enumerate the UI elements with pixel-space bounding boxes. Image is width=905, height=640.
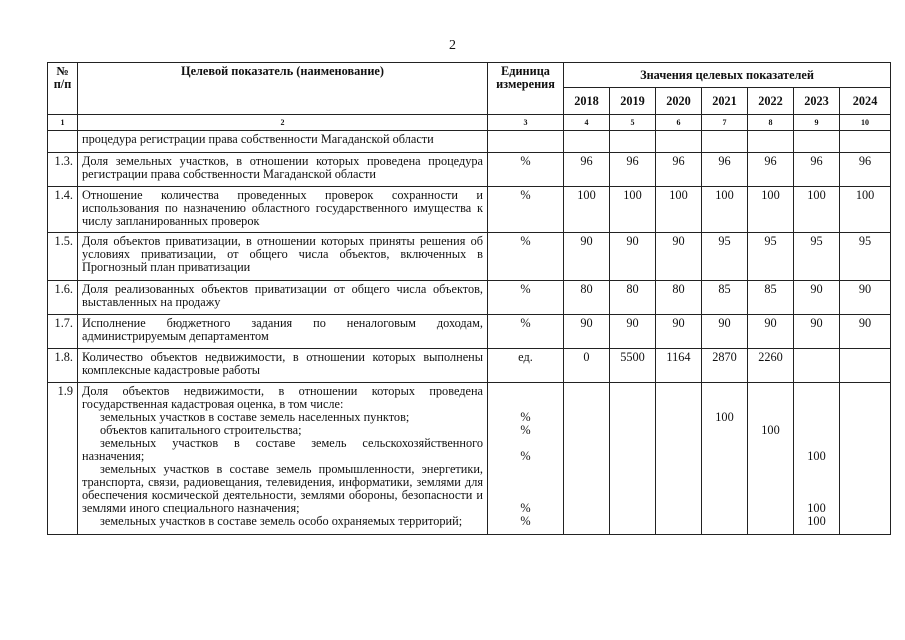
value-cell: 95 <box>702 233 748 281</box>
value-cell <box>748 131 794 153</box>
index-cell: 4 <box>564 115 610 131</box>
header-unit: Единица измерения <box>488 63 564 115</box>
value-cell: 90 <box>840 315 891 349</box>
value-cell: 0 <box>564 349 610 383</box>
value-cell: 95 <box>794 233 840 281</box>
index-cell: 9 <box>794 115 840 131</box>
row-name: процедура регистрации права собственности Магаданской области <box>78 131 488 153</box>
year-header: 2020 <box>656 88 702 115</box>
value-cell: 96 <box>840 153 891 187</box>
row-number: 1.9 <box>48 383 78 535</box>
table-row <box>48 233 891 281</box>
value-cell <box>840 131 891 153</box>
value-cell: 2870 <box>702 349 748 383</box>
header-values: Значения целевых показателей <box>564 63 891 88</box>
value-cell: 100 <box>610 187 656 233</box>
value-cell: 96 <box>794 153 840 187</box>
sub-item-value: 100 <box>807 514 826 528</box>
header-no: № п/п <box>48 63 78 115</box>
row-unit: % <box>488 281 564 315</box>
value-cell: 80 <box>610 281 656 315</box>
row-unit: % <box>488 315 564 349</box>
value-cell: 5500 <box>610 349 656 383</box>
value-cell: 96 <box>564 153 610 187</box>
sub-item: объектов капитального строительства; <box>100 423 302 437</box>
value-cell: 90 <box>656 315 702 349</box>
value-cell: 90 <box>702 315 748 349</box>
sub-item-unit: % <box>520 410 531 424</box>
value-cell: 96 <box>748 153 794 187</box>
value-cell: 100 <box>748 187 794 233</box>
table-row <box>48 131 891 153</box>
value-cell: 100 <box>656 187 702 233</box>
row-number <box>48 131 78 153</box>
value-cell: 95 <box>748 233 794 281</box>
year-header: 2024 <box>840 88 891 115</box>
value-cell: 90 <box>564 315 610 349</box>
value-cell: 80 <box>564 281 610 315</box>
sub-item-value: 100 <box>761 423 780 437</box>
table-row <box>48 153 891 187</box>
sub-item-value: 100 <box>807 501 826 515</box>
sub-item-unit: % <box>520 449 531 463</box>
value-cell <box>794 131 840 153</box>
value-cell: 85 <box>748 281 794 315</box>
value-cell <box>702 131 748 153</box>
value-cell: 90 <box>610 233 656 281</box>
value-cell: 90 <box>840 281 891 315</box>
sub-item-unit: % <box>520 501 531 515</box>
year-header: 2018 <box>564 88 610 115</box>
year-header: 2022 <box>748 88 794 115</box>
sub-item-value: 100 <box>807 449 826 463</box>
sub-item: земельных участков в составе земель населенных пунктов; <box>100 410 410 424</box>
sub-item: земельных участков в составе земель промышленности, энергетики, транспорта, связи, радиовещания, телевидения, информатики, землями для обеспечения космической деятельности, землями обороны, безопасности и землями иного специального назначения; <box>82 462 483 515</box>
header-name: Целевой показатель (наименование) <box>78 63 488 115</box>
row-name: Доля реализованных объектов приватизации от общего числа объектов, выставленных на продажу <box>78 281 488 315</box>
index-cell: 8 <box>748 115 794 131</box>
row-unit <box>488 383 564 535</box>
row-unit: % <box>488 233 564 281</box>
year-header: 2019 <box>610 88 656 115</box>
value-cell <box>564 131 610 153</box>
index-cell: 2 <box>78 115 488 131</box>
value-cell <box>794 349 840 383</box>
table-row <box>48 315 891 349</box>
index-cell: 6 <box>656 115 702 131</box>
index-cell: 5 <box>610 115 656 131</box>
row-intro: Доля объектов недвижимости, в отношении которых проведена государственная кадастровая оценка, в том числе: <box>82 384 483 411</box>
row-number: 1.6. <box>48 281 78 315</box>
value-cell <box>610 131 656 153</box>
table-row <box>48 187 891 233</box>
value-cell <box>656 131 702 153</box>
row-name: Отношение количества проведенных проверок сохранности и использования по назначению областного государственного имущества к числу запланированных проверок <box>78 187 488 233</box>
table-row <box>48 383 891 535</box>
value-cell: 90 <box>748 315 794 349</box>
value-cell: 100 <box>794 187 840 233</box>
value-cell: 90 <box>794 315 840 349</box>
value-cell: 2260 <box>748 349 794 383</box>
row-unit: % <box>488 153 564 187</box>
value-cell: 95 <box>840 233 891 281</box>
row-number: 1.8. <box>48 349 78 383</box>
index-cell: 10 <box>840 115 891 131</box>
value-cell <box>702 383 748 535</box>
sub-item-value: 100 <box>715 410 734 424</box>
sub-item-unit: % <box>520 423 531 437</box>
value-cell: 90 <box>610 315 656 349</box>
row-name: Доля объектов приватизации, в отношении которых приняты решения об условиях приватизации, от общего числа объектов, включенных в Прогнозный план приватизации <box>78 233 488 281</box>
sub-item: земельных участков в составе земель сельскохозяйственного назначения; <box>82 436 483 463</box>
value-cell <box>840 349 891 383</box>
value-cell: 90 <box>564 233 610 281</box>
value-cell: 96 <box>610 153 656 187</box>
index-cell: 7 <box>702 115 748 131</box>
value-cell: 85 <box>702 281 748 315</box>
page-number: 2 <box>449 38 456 53</box>
row-name: Доля земельных участков, в отношении которых проведена процедура регистрации права собственности Магаданской области <box>78 153 488 187</box>
table-row <box>48 349 891 383</box>
value-cell <box>794 383 840 535</box>
value-cell: 80 <box>656 281 702 315</box>
value-cell <box>656 383 702 535</box>
row-name: Исполнение бюджетного задания по неналоговым доходам, администрируемым департаментом <box>78 315 488 349</box>
value-cell: 1164 <box>656 349 702 383</box>
value-cell: 90 <box>794 281 840 315</box>
row-name <box>78 383 488 535</box>
value-cell: 96 <box>656 153 702 187</box>
value-cell: 90 <box>656 233 702 281</box>
row-name: Количество объектов недвижимости, в отношении которых выполнены комплексные кадастровые работы <box>78 349 488 383</box>
value-cell <box>840 383 891 535</box>
value-cell: 100 <box>702 187 748 233</box>
year-header: 2021 <box>702 88 748 115</box>
value-cell: 100 <box>564 187 610 233</box>
row-number: 1.4. <box>48 187 78 233</box>
row-number: 1.7. <box>48 315 78 349</box>
sub-item: земельных участков в составе земель особо охраняемых территорий; <box>100 514 463 528</box>
year-header: 2023 <box>794 88 840 115</box>
row-unit: % <box>488 187 564 233</box>
value-cell <box>748 383 794 535</box>
value-cell: 100 <box>840 187 891 233</box>
value-cell <box>610 383 656 535</box>
index-row <box>48 115 891 131</box>
row-unit: ед. <box>488 349 564 383</box>
value-cell: 96 <box>702 153 748 187</box>
row-number: 1.3. <box>48 153 78 187</box>
row-number: 1.5. <box>48 233 78 281</box>
value-cell <box>564 383 610 535</box>
row-unit <box>488 131 564 153</box>
indicators-table <box>47 62 891 535</box>
index-cell: 1 <box>48 115 78 131</box>
index-cell: 3 <box>488 115 564 131</box>
table-row <box>48 281 891 315</box>
sub-item-unit: % <box>520 514 531 528</box>
